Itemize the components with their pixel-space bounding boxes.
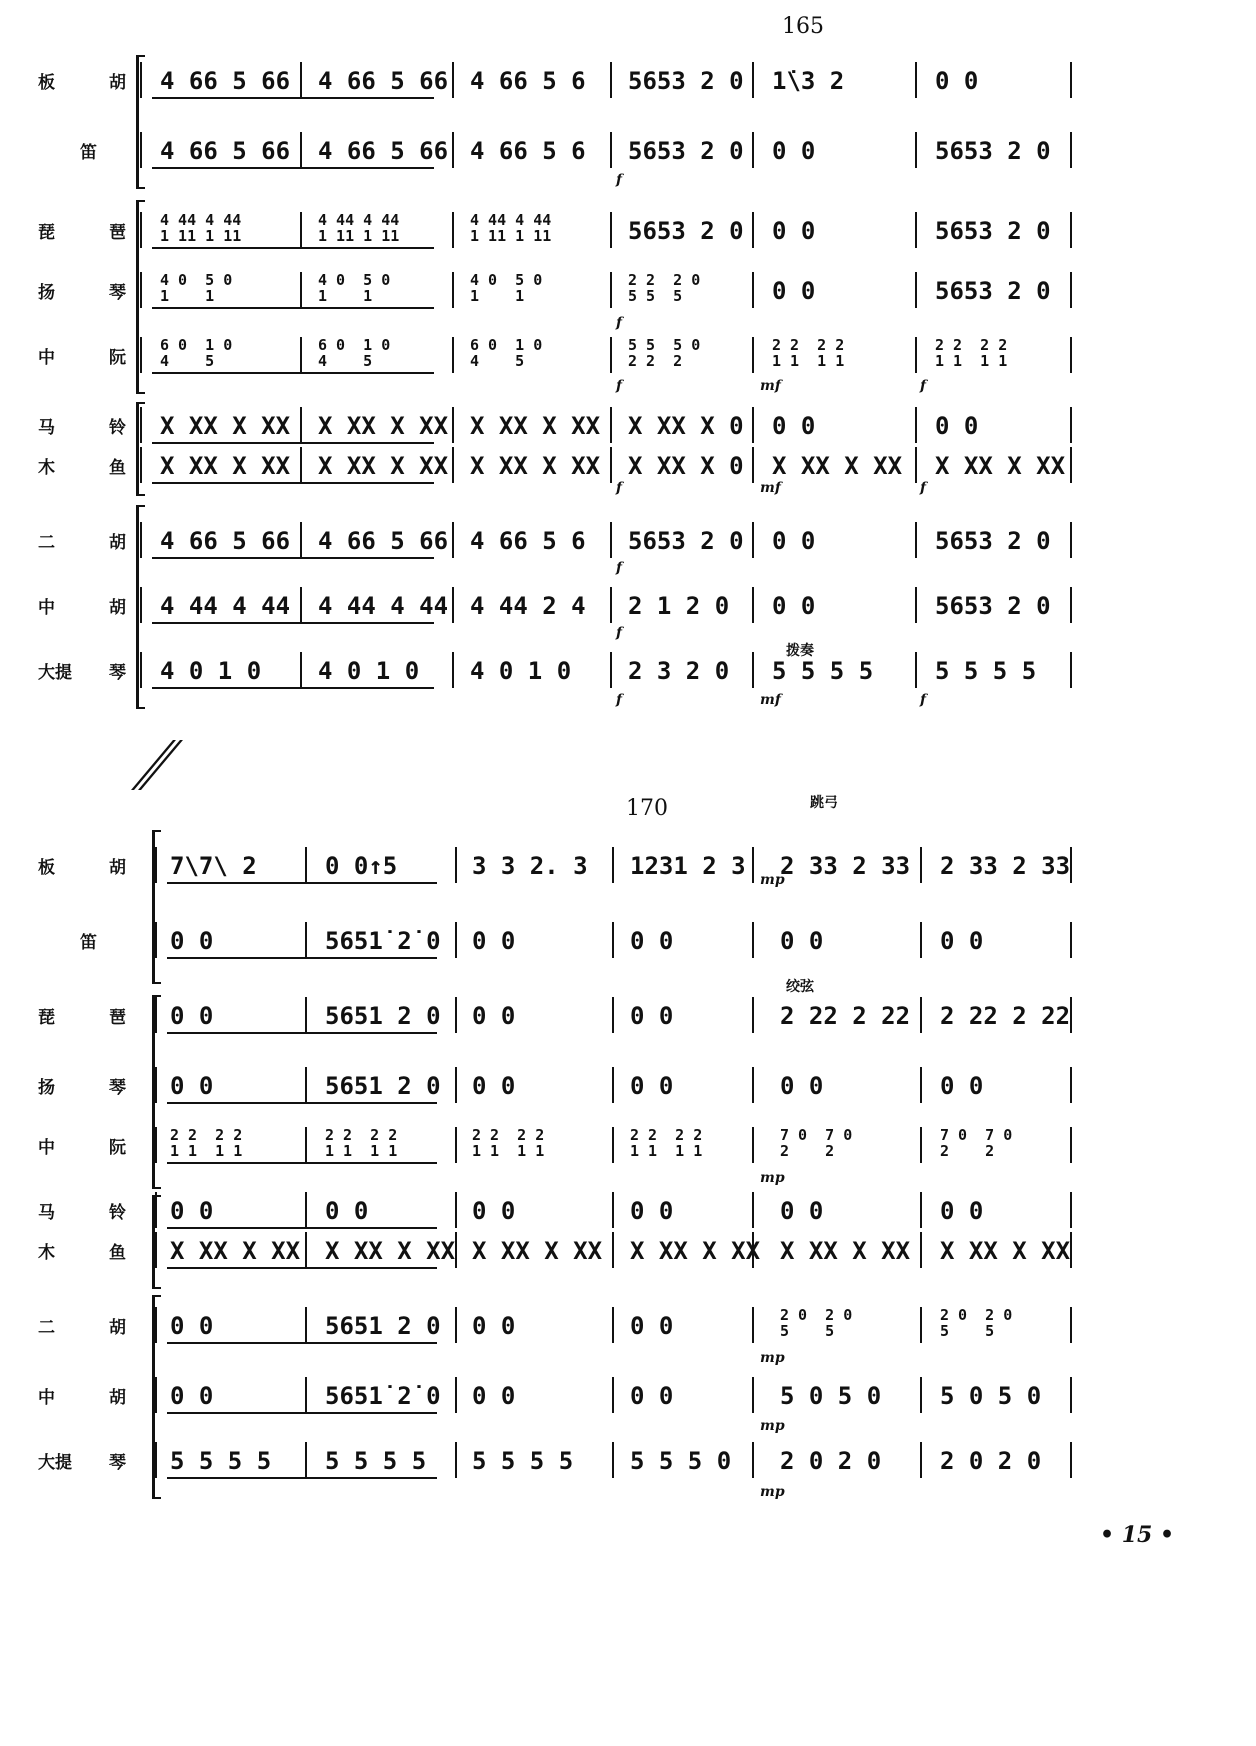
bar-line: [612, 922, 614, 958]
measure-cell: 0 0: [935, 67, 979, 95]
dynamic-mp: mp: [760, 1350, 785, 1366]
measure-cell: 0 0: [170, 1002, 214, 1030]
measure-cell: 4 66 5 66: [160, 527, 291, 555]
instrument-label: [38, 1198, 126, 1222]
dynamic-f: f: [920, 692, 927, 708]
instrument-name-part: 笛: [80, 933, 97, 953]
dynamic-f: f: [920, 378, 927, 394]
measure-cell: 2 0 2 0 5 5: [940, 1306, 1013, 1340]
measure-cell: 0 0: [780, 1072, 824, 1100]
measure-cell: 0 0: [630, 927, 674, 955]
dynamic-f: f: [616, 625, 623, 641]
bar-line: [305, 1192, 307, 1228]
instrument-label: [38, 1073, 126, 1097]
measure-cell: X XX X XX: [170, 1237, 301, 1265]
measure-cell: X XX X XX: [472, 1237, 603, 1265]
bar-line: [455, 1307, 457, 1343]
bar-line: [305, 1127, 307, 1163]
measure-cell: 2 33 2 33: [780, 852, 911, 880]
bar-line: [305, 997, 307, 1033]
measure-cell: 2 3 2 0: [628, 657, 730, 685]
measure-cell: X XX X XX: [318, 412, 449, 440]
measure-cell: 0 0: [780, 927, 824, 955]
bar-line: [752, 847, 754, 883]
measure-cell: 2 2 2 2 1 1 1 1: [472, 1126, 545, 1160]
bar-line: [455, 997, 457, 1033]
bar-line: [612, 1377, 614, 1413]
instrument-name-part: 琴: [109, 283, 126, 303]
measure-cell: 0 0: [630, 1382, 674, 1410]
dynamic-mp: mp: [760, 1170, 785, 1186]
measure-cell: 4 0 1 0: [160, 657, 262, 685]
measure-cell: 4 66 5 66: [160, 67, 291, 95]
bar-line: [305, 1067, 307, 1103]
measure-cell: 5653 2 0: [935, 137, 1051, 165]
measure-cell: X XX X XX: [318, 452, 449, 480]
instrument-label: [38, 1313, 126, 1337]
measure-cell: X XX X XX: [935, 452, 1066, 480]
measure-cell: 2 2 2 2 1 1 1 1: [325, 1126, 398, 1160]
instrument-name-part: 板: [38, 858, 55, 878]
measure-cell: 7 0 7 0 2 2: [940, 1126, 1013, 1160]
measure-cell: 5 5 5 5: [325, 1447, 427, 1475]
instrument-name-part: 琴: [109, 1453, 126, 1473]
measure-cell: 5653 2 0: [628, 527, 744, 555]
dynamic-f: f: [920, 480, 927, 496]
instrument-name-part: 铃: [109, 418, 126, 438]
instrument-name-part: 琴: [109, 1078, 126, 1098]
bar-line: [752, 1442, 754, 1478]
measure-cell: X XX X XX: [772, 452, 903, 480]
instrument-label: [38, 853, 126, 877]
instrument-name-part: 二: [38, 533, 55, 553]
beam-line: [167, 1227, 437, 1229]
instrument-name-part: 大提: [38, 1453, 72, 1473]
measure-cell: 7\7\ 2: [170, 852, 257, 880]
brace-banhu-di: [152, 830, 161, 984]
measure-cell: 4 44 4 44: [160, 592, 291, 620]
instrument-name-part: 琶: [109, 223, 126, 243]
instrument-name-part: 阮: [109, 348, 126, 368]
bar-line: [455, 1127, 457, 1163]
bar-line: [752, 1067, 754, 1103]
technique-spiccato: 跳弓: [810, 795, 838, 811]
dynamic-f: f: [616, 378, 623, 394]
instrument-name-part: 马: [38, 1203, 55, 1223]
measure-cell: 4 66 5 66: [160, 137, 291, 165]
beam-line: [167, 1032, 437, 1034]
instrument-name-part: 胡: [109, 533, 126, 553]
measure-cell: 2 22 2 22: [780, 1002, 911, 1030]
instrument-name-part: 二: [38, 1318, 55, 1338]
measure-cell: 2 33 2 33: [940, 852, 1071, 880]
measure-cell: 0 0: [935, 412, 979, 440]
dynamic-mf: mf: [760, 480, 781, 496]
bar-line: [455, 1377, 457, 1413]
measure-cell: 2 2 2 2 1 1 1 1: [170, 1126, 243, 1160]
bar-line: [1070, 1307, 1072, 1343]
measure-cell: 4 66 5 66: [318, 67, 449, 95]
instrument-name-part: 中: [38, 348, 55, 368]
instrument-name-part: 木: [38, 1243, 55, 1263]
beam-line: [167, 1342, 437, 1344]
bar-line: [752, 922, 754, 958]
technique-twisted-string: 绞弦: [786, 979, 814, 995]
instrument-name-part: 木: [38, 458, 55, 478]
bar-line: [612, 1307, 614, 1343]
measure-cell: 4 66 5 66: [318, 137, 449, 165]
measure-cell: 1231 2 3: [630, 852, 746, 880]
bar-line: [612, 1192, 614, 1228]
bar-line: [1070, 847, 1072, 883]
page-number: • 15 •: [1100, 1522, 1175, 1548]
brace-plucked: [152, 995, 161, 1189]
measure-cell: 0 0: [940, 1197, 984, 1225]
bar-line: [752, 1307, 754, 1343]
bar-line: [1070, 922, 1072, 958]
bar-line: [305, 1377, 307, 1413]
measure-cell: 0 0: [170, 1312, 214, 1340]
bar-line: [612, 1067, 614, 1103]
measure-cell: 5651 2 0: [325, 1072, 441, 1100]
bar-line: [920, 1192, 922, 1228]
instrument-label: [38, 1448, 126, 1472]
measure-cell: X XX X XX: [325, 1237, 456, 1265]
measure-cell: 5653 2 0: [628, 137, 744, 165]
dynamic-mp: mp: [760, 1418, 785, 1434]
measure-cell: 4 0 5 0 1 1: [318, 271, 391, 305]
measure-cell: 5653 2 0: [935, 277, 1051, 305]
measure-cell: X XX X 0: [628, 452, 744, 480]
measure-cell: 2 1 2 0: [628, 592, 730, 620]
bar-line: [920, 997, 922, 1033]
measure-cell: 5651̇ 2̇ 0: [325, 1382, 441, 1410]
bar-line: [305, 1307, 307, 1343]
bar-line: [752, 1192, 754, 1228]
measure-cell: 6 0 1 0 4 5: [318, 336, 391, 370]
instrument-name-part: 胡: [109, 598, 126, 618]
measure-cell: X XX X XX: [160, 412, 291, 440]
bar-line: [455, 922, 457, 958]
measure-cell: X XX X XX: [940, 1237, 1071, 1265]
bar-line: [612, 1442, 614, 1478]
bar-line: [455, 1232, 457, 1268]
measure-cell: 0 0: [940, 1072, 984, 1100]
measure-cell: 5653 2 0: [935, 592, 1051, 620]
measure-cell: 5 5 5 5: [472, 1447, 574, 1475]
bar-line: [612, 997, 614, 1033]
measure-cell: 5 5 5 0: [630, 1447, 732, 1475]
bar-line: [752, 1127, 754, 1163]
beam-line: [167, 1477, 437, 1479]
instrument-name-part: 中: [38, 1138, 55, 1158]
instrument-label: [38, 1003, 126, 1027]
dynamic-mf: mf: [760, 692, 781, 708]
measure-cell: X XX X XX: [780, 1237, 911, 1265]
bar-line: [1070, 1442, 1072, 1478]
bar-line: [1070, 1377, 1072, 1413]
measure-cell: 6 0 1 0 4 5: [160, 336, 233, 370]
bar-line: [612, 1127, 614, 1163]
measure-cell: 2 2 2 2 1 1 1 1: [630, 1126, 703, 1160]
measure-cell: X XX X 0: [628, 412, 744, 440]
instrument-name-part: 琵: [38, 1008, 55, 1028]
instrument-name-part: 琴: [109, 663, 126, 683]
bar-line: [455, 1192, 457, 1228]
measure-cell: 0 0: [940, 927, 984, 955]
instrument-label: [38, 1133, 126, 1157]
measure-cell: 4 44 4 44: [318, 592, 449, 620]
measure-cell: 2 2 2 2 1 1 1 1: [935, 336, 1008, 370]
bar-line: [752, 997, 754, 1033]
measure-cell: 4 66 5 66: [318, 527, 449, 555]
beam-line: [167, 1162, 437, 1164]
instrument-name-part: 大提: [38, 663, 72, 683]
measure-cell: 5651 2 0: [325, 1002, 441, 1030]
instrument-name-part: 琶: [109, 1008, 126, 1028]
measure-cell: 0 0↑5: [325, 852, 398, 880]
instrument-name-part: 马: [38, 418, 55, 438]
measure-cell: 0 0: [772, 137, 816, 165]
instrument-name-part: 阮: [109, 1138, 126, 1158]
measure-cell: 5651̇ 2̇ 0: [325, 927, 441, 955]
dynamic-mp: mp: [760, 872, 785, 888]
measure-cell: 5 0 5 0: [940, 1382, 1042, 1410]
measure-cell: X XX X XX: [470, 452, 601, 480]
measure-cell: 0 0: [630, 1197, 674, 1225]
measure-cell: 4 0 1 0: [318, 657, 420, 685]
measure-cell: 1̇\3 2: [772, 67, 845, 95]
dynamic-f: f: [616, 172, 623, 188]
bar-line: [1070, 997, 1072, 1033]
measure-cell: 5653 2 0: [628, 67, 744, 95]
bar-line: [1070, 1127, 1072, 1163]
dynamic-f: f: [616, 315, 623, 331]
measure-cell: 5 5 5 0 2 2 2: [628, 336, 701, 370]
measure-cell: 4 0 1 0: [470, 657, 572, 685]
measure-cell: 0 0: [772, 592, 816, 620]
measure-cell: 0 0: [772, 277, 816, 305]
beam-line: [167, 882, 437, 884]
instrument-name-part: 胡: [109, 858, 126, 878]
measure-cell: 2 0 2 0 5 5: [780, 1306, 853, 1340]
measure-cell: 2 0 2 0: [780, 1447, 882, 1475]
bar-line: [1070, 1192, 1072, 1228]
beam-line: [167, 957, 437, 959]
measure-cell: 6 0 1 0 4 5: [470, 336, 543, 370]
measure-cell: 0 0: [325, 1197, 369, 1225]
bar-line: [920, 1377, 922, 1413]
bar-line: [455, 1067, 457, 1103]
measure-cell: 0 0: [472, 1002, 516, 1030]
instrument-name-part: 铃: [109, 1203, 126, 1223]
measure-cell: 5 5 5 5: [170, 1447, 272, 1475]
measure-cell: 4 0 5 0 1 1: [470, 271, 543, 305]
bar-line: [455, 1442, 457, 1478]
measure-cell: 0 0: [170, 927, 214, 955]
beam-line: [167, 1412, 437, 1414]
instrument-name-part: 扬: [38, 283, 55, 303]
dynamic-mf: mf: [760, 378, 781, 394]
measure-cell: 5 5 5 5: [935, 657, 1037, 685]
measure-cell: 5653 2 0: [935, 527, 1051, 555]
instrument-name-part: 扬: [38, 1078, 55, 1098]
measure-cell: 3 3 2. 3: [472, 852, 588, 880]
measure-cell: 0 0: [630, 1002, 674, 1030]
measure-cell: 4 66 5 6: [470, 67, 586, 95]
measure-cell: 0 0: [170, 1072, 214, 1100]
measure-cell: 5651 2 0: [325, 1312, 441, 1340]
instrument-name-part: 胡: [109, 1318, 126, 1338]
measure-cell: 2 2 2 2 1 1 1 1: [772, 336, 845, 370]
dynamic-f: f: [616, 480, 623, 496]
bar-line: [920, 1127, 922, 1163]
measure-cell: 7 0 7 0 2 2: [780, 1126, 853, 1160]
instrument-name-part: 中: [38, 1388, 55, 1408]
measure-cell: 0 0: [472, 927, 516, 955]
measure-cell: 4 44 2 4: [470, 592, 586, 620]
measure-cell: 5653 2 0: [935, 217, 1051, 245]
bar-line: [920, 1442, 922, 1478]
measure-cell: 0 0: [772, 412, 816, 440]
measure-cell: 0 0: [630, 1312, 674, 1340]
bar-line: [305, 1232, 307, 1268]
measure-cell: 0 0: [170, 1197, 214, 1225]
bar-line: [455, 847, 457, 883]
bar-line: [1070, 1232, 1072, 1268]
measure-cell: 2 22 2 22: [940, 1002, 1071, 1030]
brace-strings: [152, 1295, 161, 1499]
measure-cell: 2 2 2 0 5 5 5: [628, 271, 701, 305]
bar-line: [612, 847, 614, 883]
instrument-name-part: 胡: [109, 73, 126, 93]
measure-number-170: 170: [626, 796, 668, 821]
bar-line: [612, 1232, 614, 1268]
bar-line: [1070, 1067, 1072, 1103]
beam-line: [167, 1267, 437, 1269]
bar-line: [305, 847, 307, 883]
instrument-name-part: 琵: [38, 223, 55, 243]
instrument-label: [38, 928, 126, 952]
bar-line: [305, 1442, 307, 1478]
measure-cell: 4 44 4 44 1 11 1 11: [470, 211, 552, 245]
instrument-label: [38, 1383, 126, 1407]
measure-cell: 0 0: [472, 1197, 516, 1225]
measure-cell: 0 0: [472, 1072, 516, 1100]
measure-cell: 4 66 5 6: [470, 137, 586, 165]
bar-line: [920, 1307, 922, 1343]
measure-cell: 0 0: [630, 1072, 674, 1100]
measure-cell: 4 44 4 44 1 11 1 11: [318, 211, 400, 245]
measure-cell: 0 0: [170, 1382, 214, 1410]
instrument-name-part: 胡: [109, 1388, 126, 1408]
measure-cell: X XX X XX: [160, 452, 291, 480]
measure-cell: 4 66 5 6: [470, 527, 586, 555]
measure-cell: X XX X XX: [630, 1237, 761, 1265]
measure-cell: 4 0 5 0 1 1: [160, 271, 233, 305]
measure-cell: X XX X XX: [470, 412, 601, 440]
measure-cell: 5 0 5 0: [780, 1382, 882, 1410]
dynamic-mp: mp: [760, 1484, 785, 1500]
technique-pizz: 拨奏: [786, 643, 814, 659]
measure-number-165: 165: [782, 14, 824, 39]
bar-line: [920, 1067, 922, 1103]
bar-line: [920, 847, 922, 883]
instrument-label: [38, 1238, 126, 1262]
measure-cell: 0 0: [780, 1197, 824, 1225]
measure-cell: 5 5 5 5: [772, 657, 874, 685]
instrument-name-part: 中: [38, 598, 55, 618]
instrument-name-part: 鱼: [109, 458, 126, 478]
measure-cell: 4 44 4 44 1 11 1 11: [160, 211, 242, 245]
instrument-name-part: 笛: [80, 143, 97, 163]
measure-cell: 2 0 2 0: [940, 1447, 1042, 1475]
measure-cell: 5653 2 0: [628, 217, 744, 245]
measure-cell: 0 0: [472, 1382, 516, 1410]
measure-cell: 0 0: [472, 1312, 516, 1340]
instrument-name-part: 鱼: [109, 1243, 126, 1263]
bar-line: [920, 1232, 922, 1268]
bar-line: [752, 1377, 754, 1413]
dynamic-f: f: [616, 692, 623, 708]
bar-line: [920, 922, 922, 958]
instrument-name-part: 板: [38, 73, 55, 93]
measure-cell: 0 0: [772, 527, 816, 555]
brace-percussion: [152, 1195, 161, 1289]
bar-line: [305, 922, 307, 958]
measure-cell: 0 0: [772, 217, 816, 245]
beam-line: [167, 1102, 437, 1104]
dynamic-f: f: [616, 560, 623, 576]
